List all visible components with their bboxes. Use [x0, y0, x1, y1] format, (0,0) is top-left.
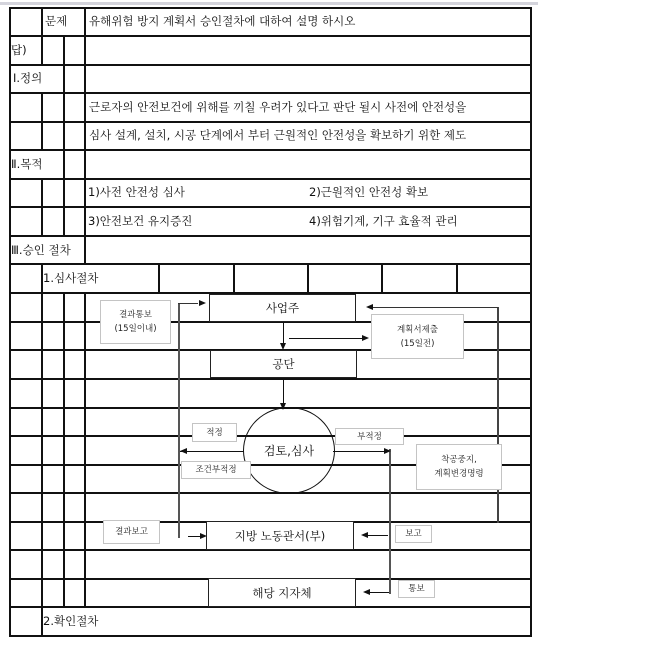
arrow-from-right-to-owner-icon — [366, 304, 373, 310]
label-plan-submit — [371, 314, 464, 359]
node-owner-label: 사업주 — [265, 301, 300, 315]
label-notify-text: 통보 — [408, 584, 425, 594]
label-stop-order — [416, 444, 502, 490]
label-report — [395, 525, 432, 543]
label-conditional — [181, 461, 251, 479]
purpose-item-3: 3)안전보건 유지증진 — [88, 214, 193, 228]
answer-label: 답) — [11, 43, 27, 57]
label-conditional-text: 조건부적정 — [195, 465, 237, 475]
label-plan-submit-line1: 계획서제출 — [396, 324, 439, 335]
node-labor-office-label: 지방 노동관서(부) — [234, 528, 326, 543]
label-result-report-text: 결과보고 — [115, 527, 148, 537]
purpose-item-2: 2)근원적인 안전성 확보 — [309, 185, 429, 199]
section-purpose-title: Ⅱ.목적 — [11, 157, 43, 171]
label-stop-order-line2: 계획변경명령 — [434, 469, 484, 479]
label-inappropriate — [335, 428, 404, 445]
section-definition-title: Ⅰ.정의 — [13, 71, 43, 85]
arrow-report-to-labor-office-icon — [361, 532, 368, 538]
arrow-notify-to-local-gov-icon — [363, 589, 370, 595]
label-report-text: 보고 — [405, 529, 422, 539]
label-inappropriate-text: 부적정 — [357, 431, 382, 442]
definition-line-1: 근로자의 안전보건에 위해를 끼칠 우려가 있다고 판단 될시 사전에 안전성을 — [89, 100, 467, 114]
question-label: 문제 — [45, 14, 68, 28]
label-plan-submit-line2: (15일전) — [400, 338, 435, 349]
purpose-item-4: 4)위험기계, 기구 효율적 관리 — [309, 214, 458, 228]
review-procedure-title: 1.심사절차 — [43, 271, 99, 285]
node-labor-office — [206, 521, 354, 550]
node-owner — [209, 294, 356, 322]
node-agency-label: 공단 — [272, 357, 295, 371]
label-result-report — [103, 520, 160, 544]
arrow-review-to-right-icon — [384, 448, 391, 454]
label-appropriate — [192, 423, 237, 442]
node-agency — [210, 350, 357, 378]
purpose-item-1: 1)사전 안전성 심사 — [88, 185, 185, 199]
section-approval-title: Ⅲ.승인 절차 — [11, 243, 71, 257]
label-appropriate-text: 적정 — [206, 427, 223, 438]
node-local-gov — [208, 578, 356, 607]
arrow-review-to-left-icon — [180, 448, 187, 454]
confirm-procedure-title: 2.확인절차 — [43, 614, 99, 628]
definition-line-2: 심사 설계, 설치, 시공 단계에서 부터 근원적인 안전성을 확보하기 위한 제도 — [89, 128, 467, 142]
node-local-gov-label: 해당 지자체 — [252, 585, 312, 600]
arrow-to-owner-icon — [199, 300, 206, 306]
label-result-notice-line2: (15일이내) — [114, 324, 157, 334]
label-result-notice — [100, 300, 171, 344]
top-divider-bar — [0, 2, 538, 5]
label-result-notice-line1: 결과통보 — [119, 310, 152, 320]
node-review-label: 검토,심사 — [263, 444, 315, 458]
node-review — [243, 407, 335, 494]
arrow-owner-to-agency-icon — [280, 343, 286, 350]
question-text: 유해위험 방지 계획서 승인절차에 대하여 설명 하시오 — [89, 14, 356, 28]
label-notify — [398, 580, 435, 598]
arrow-plan-submit-icon — [362, 335, 369, 341]
label-stop-order-line1: 착공중지, — [441, 455, 477, 465]
